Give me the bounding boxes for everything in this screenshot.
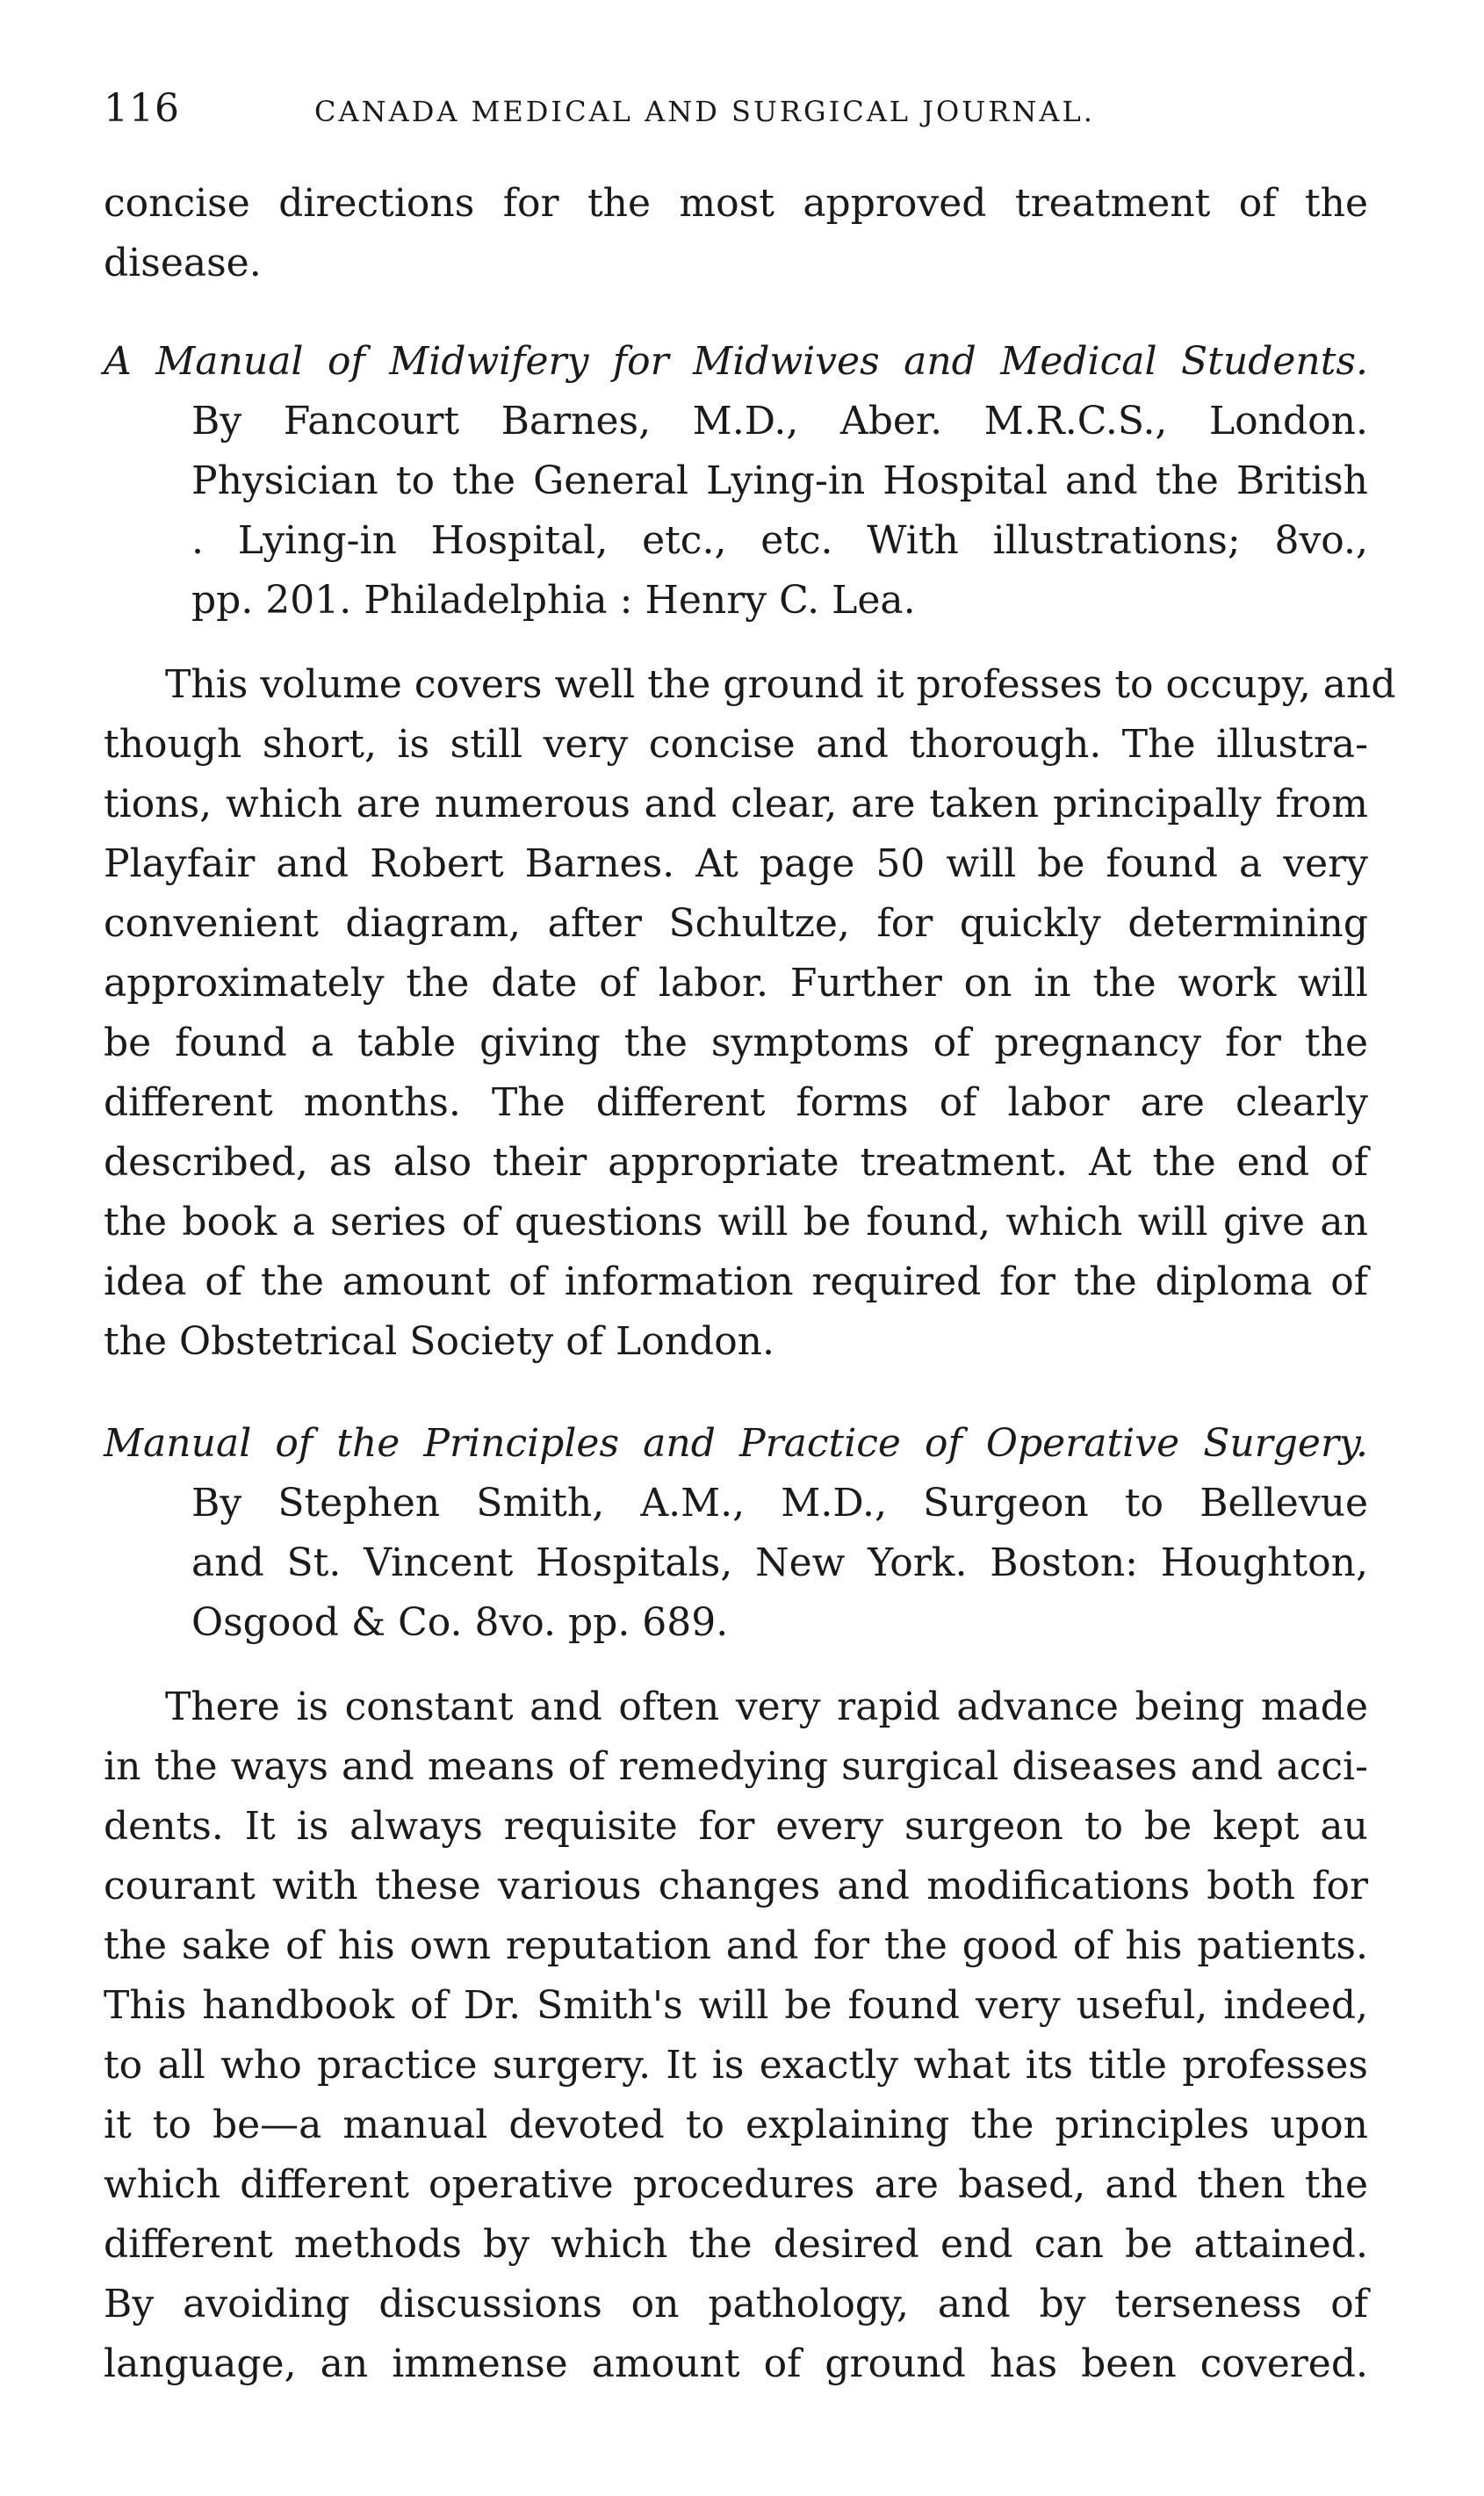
text-line: dents. It is always requisite for every surgeon to be kept au [104,1804,1368,1849]
text-line: described, as also their appropriate treatment. At the end of [104,1140,1368,1185]
review-1-heading [104,332,1368,631]
text-line: it to be—a manual devoted to explaining the principles upon [104,2103,1368,2147]
text-line: Playfair and Robert Barnes. At page 50 will be found a very [104,841,1368,886]
text-line: This handbook of Dr. Smith's will be found very useful, indeed, [104,1983,1368,2028]
review-2-title: Manual of the Principles and Practice of Operative Surgery. [104,1421,1368,1466]
running-head [104,86,1394,139]
review-2-citation-line: Osgood & Co. 8vo. pp. 689. [191,1600,729,1645]
text-line: to all who practice surgery. It is exactly what its title professes [104,2043,1368,2088]
intro-paragraph [104,174,1368,293]
review-1-citation-line: pp. 201. Philadelphia : Henry C. Lea. [191,578,916,623]
review-1-citation-line: By Fancourt Barnes, M.D., Aber. M.R.C.S., London. [191,399,1368,444]
text-line: There is constant and often very rapid advance being made [165,1684,1368,1729]
text-line: in the ways and means of remedying surgical diseases and acci- [104,1744,1368,1789]
review-2-citation-line: and St. Vincent Hospitals, New York. Boston: Houghton, [191,1540,1368,1585]
text-line: convenient diagram, after Schultze, for quickly determining [104,901,1368,946]
text-line: the sake of his own reputation and for the good of his patients. [104,1923,1368,1968]
review-1-body [104,655,1396,1372]
text-line: different methods by which the desired end can be attained. [104,2222,1368,2267]
page-number: 116 [104,86,180,131]
text-line: though short, is still very concise and thorough. The illustra- [104,722,1368,767]
review-1-title: A Manual of Midwifery for Midwives and Medical Students. [104,339,1368,384]
text-line: courant with these various changes and modifications both for [104,1864,1368,1908]
review-1-citation-line: . Lying-in Hospital, etc., etc. With illustrations; 8vo., [191,518,1368,563]
review-2-citation-line: By Stephen Smith, A.M., M.D., Surgeon to Bellevue [191,1481,1368,1526]
review-2-heading [104,1414,1368,1653]
text-line: be found a table giving the symptoms of pregnancy for the [104,1021,1368,1065]
journal-title: CANADA MEDICAL AND SURGICAL JOURNAL. [314,95,1095,128]
text-line: language, an immense amount of ground has been covered. [104,2341,1368,2386]
text-line: By avoiding discussions on pathology, and by terseness of [104,2282,1368,2326]
text-line: the Obstetrical Society of London. [104,1319,775,1364]
text-line: tions, which are numerous and clear, are taken principally from [104,782,1368,826]
review-1-citation-line: Physician to the General Lying-in Hospital and the British [191,458,1368,503]
text-line: disease. [104,241,262,285]
text-line: different months. The different forms of labor are clearly [104,1080,1368,1125]
text-line: approximately the date of labor. Further on in the work will [104,961,1368,1006]
text-line: which different operative procedures are based, and then the [104,2162,1368,2207]
text-line: the book a series of questions will be found, which will give an [104,1200,1368,1244]
text-line: concise directions for the most approved treatment of the [104,181,1368,226]
review-2-body [104,1677,1368,2394]
text-line: This volume covers well the ground it professes to occupy, and [165,662,1396,707]
text-line: idea of the amount of information required for the diploma of [104,1259,1368,1304]
